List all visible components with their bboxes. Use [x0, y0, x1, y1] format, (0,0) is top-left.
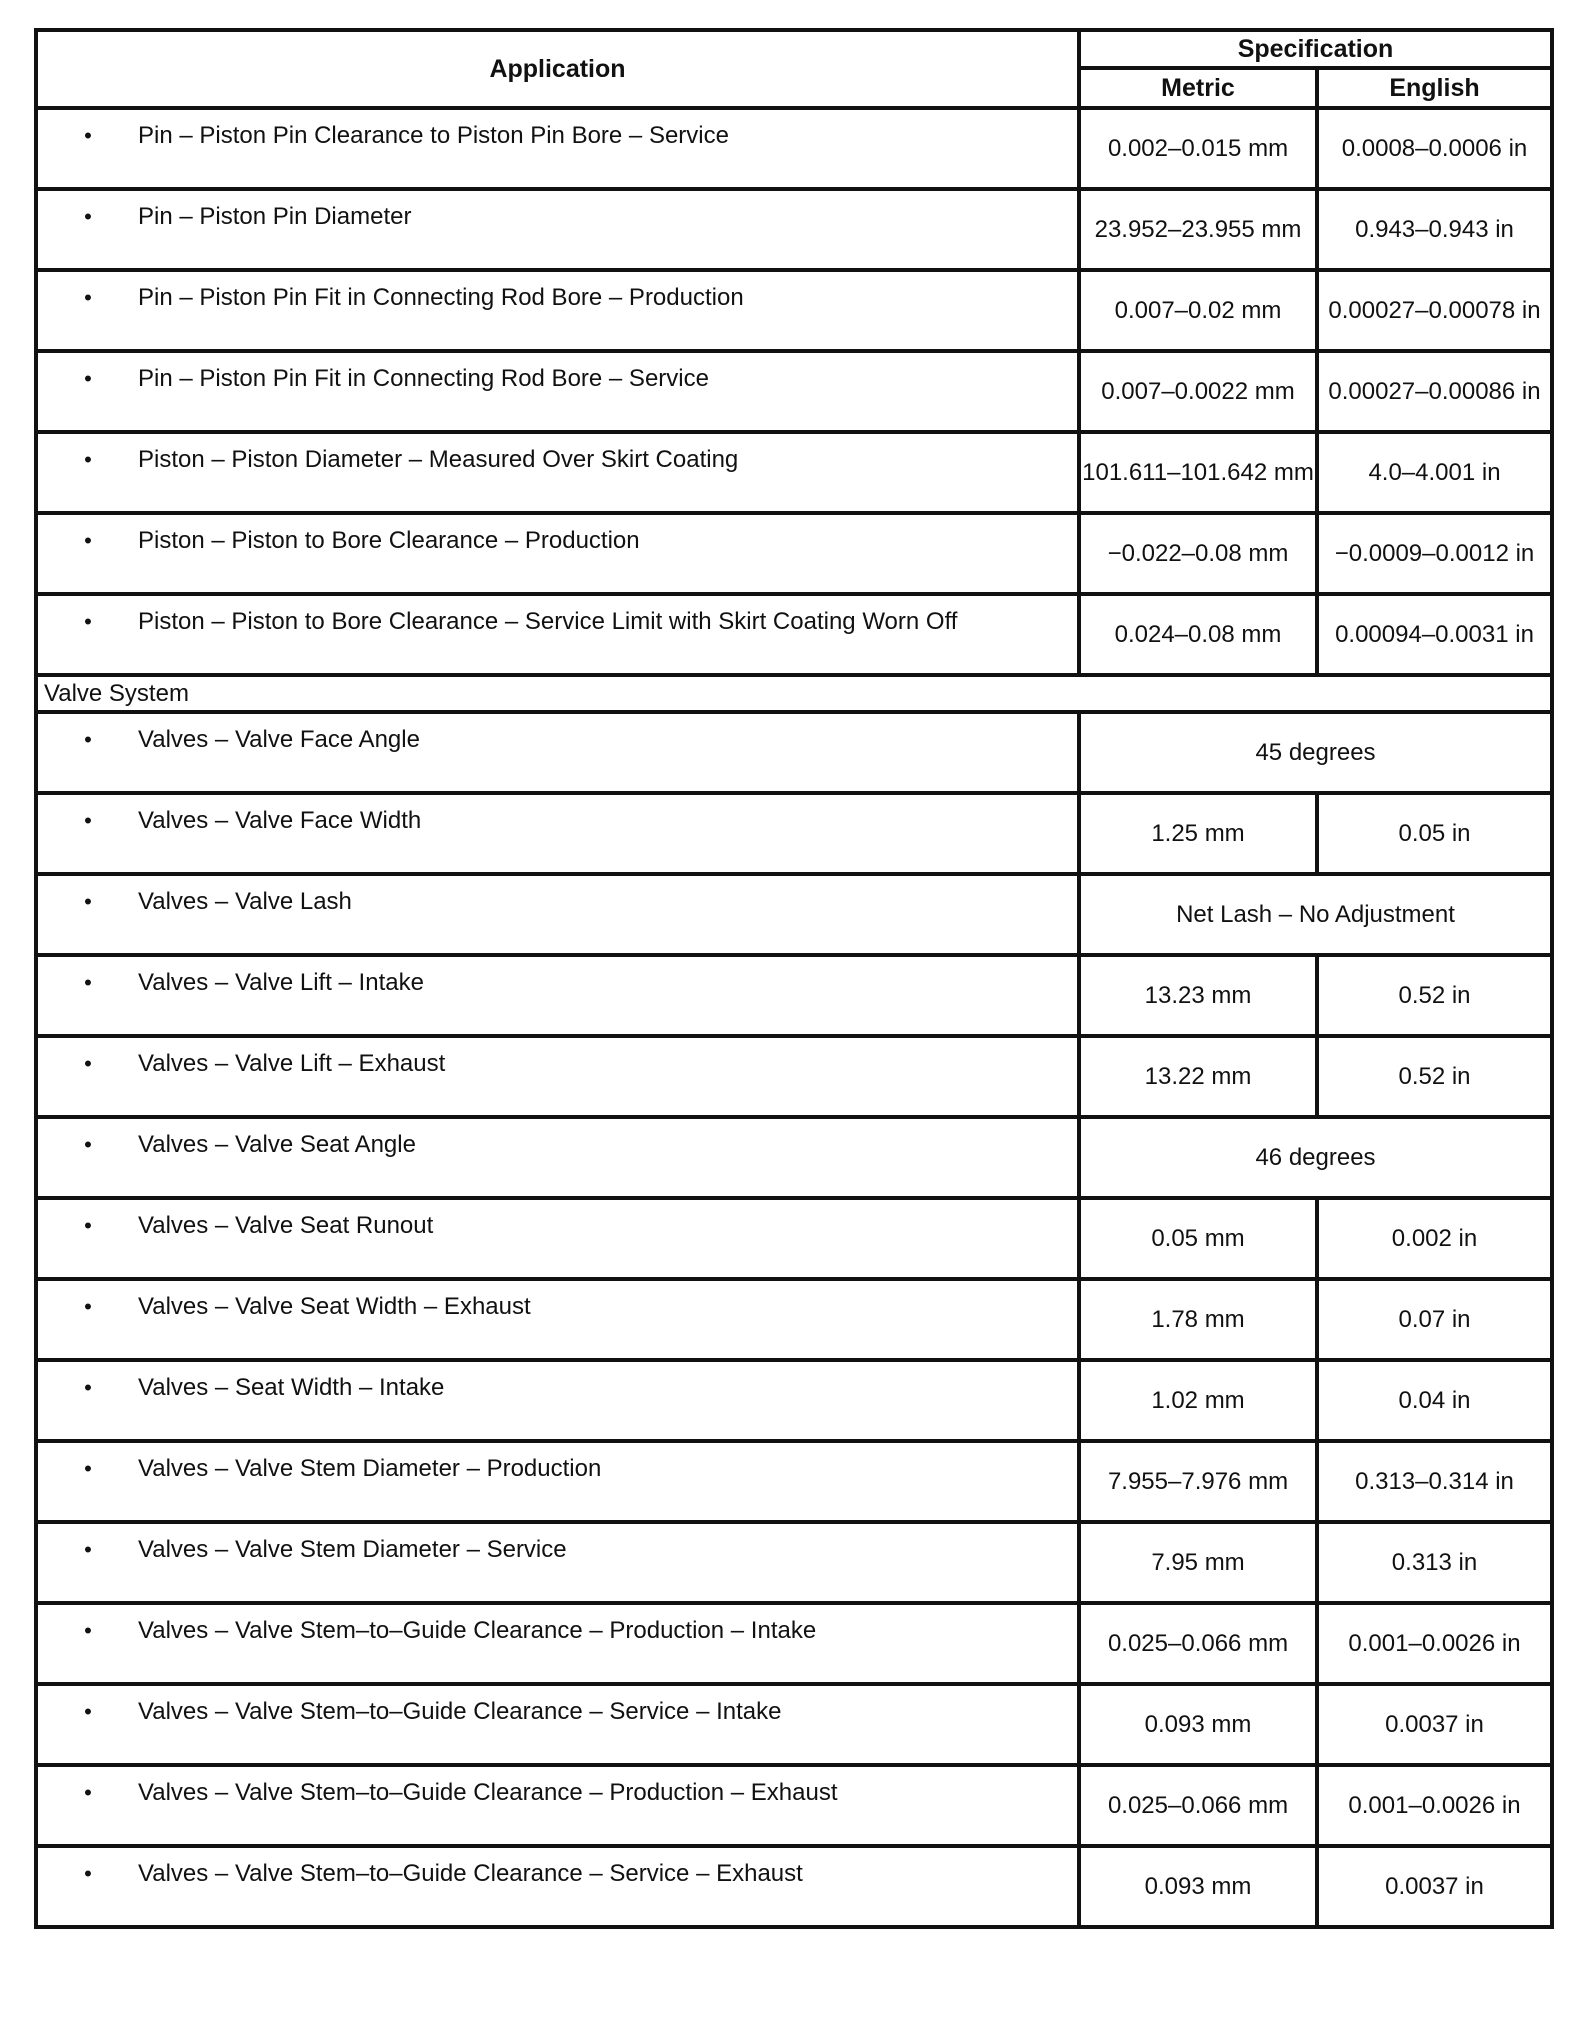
- english-value-cell: 0.07 in: [1317, 1279, 1552, 1360]
- application-cell: [36, 1279, 1079, 1360]
- table-row: [36, 108, 1552, 189]
- metric-value-cell: 0.007–0.0022 mm: [1079, 351, 1317, 432]
- english-value-cell: 4.0–4.001 in: [1317, 432, 1552, 513]
- application-text: Valves – Valve Stem–to–Guide Clearance – Production – Intake: [138, 1617, 817, 1644]
- application-cell: [36, 1522, 1079, 1603]
- application-text: Valves – Valve Seat Runout: [138, 1212, 434, 1239]
- table-row: [36, 1036, 1552, 1117]
- bullet-icon: •: [84, 1537, 92, 1562]
- application-cell: [36, 1441, 1079, 1522]
- application-cell: [36, 1360, 1079, 1441]
- table-row: [36, 1765, 1552, 1846]
- bullet-icon: •: [84, 1456, 92, 1481]
- application-text: Pin – Piston Pin Clearance to Piston Pin Bore – Service: [138, 122, 729, 149]
- application-cell: [36, 1036, 1079, 1117]
- bullet-icon: •: [84, 204, 92, 229]
- bullet-icon: •: [84, 808, 92, 833]
- metric-value-cell: 1.78 mm: [1079, 1279, 1317, 1360]
- application-text: Valves – Valve Seat Width – Exhaust: [138, 1293, 531, 1320]
- english-value-cell: −0.0009–0.0012 in: [1317, 513, 1552, 594]
- application-cell: [36, 1198, 1079, 1279]
- table-row: [36, 1522, 1552, 1603]
- application-text: Pin – Piston Pin Diameter: [138, 203, 412, 230]
- table-header: [36, 30, 1552, 108]
- metric-header: Metric: [1079, 68, 1317, 108]
- metric-value-cell: 0.093 mm: [1079, 1684, 1317, 1765]
- application-cell: [36, 955, 1079, 1036]
- bullet-icon: •: [84, 447, 92, 472]
- english-value-cell: 0.001–0.0026 in: [1317, 1603, 1552, 1684]
- metric-value-cell: 7.95 mm: [1079, 1522, 1317, 1603]
- metric-value-cell: 0.025–0.066 mm: [1079, 1603, 1317, 1684]
- table-row: [36, 270, 1552, 351]
- table-row: [36, 955, 1552, 1036]
- table-row: [36, 1360, 1552, 1441]
- metric-value-cell: 0.002–0.015 mm: [1079, 108, 1317, 189]
- application-cell: [36, 1117, 1079, 1198]
- application-text: Valves – Valve Lift – Exhaust: [138, 1050, 446, 1077]
- bullet-icon: •: [84, 609, 92, 634]
- bullet-icon: •: [84, 1051, 92, 1076]
- bullet-icon: •: [84, 285, 92, 310]
- metric-value-cell: 0.05 mm: [1079, 1198, 1317, 1279]
- table-row: [36, 1117, 1552, 1198]
- combined-value-cell: Net Lash – No Adjustment: [1079, 874, 1552, 955]
- english-value-cell: 0.313–0.314 in: [1317, 1441, 1552, 1522]
- application-cell: [36, 432, 1079, 513]
- english-value-cell: 0.002 in: [1317, 1198, 1552, 1279]
- application-text: Piston – Piston Diameter – Measured Over Skirt Coating: [138, 446, 739, 473]
- metric-value-cell: 0.024–0.08 mm: [1079, 594, 1317, 675]
- application-cell: [36, 270, 1079, 351]
- english-value-cell: 0.313 in: [1317, 1522, 1552, 1603]
- application-cell: [36, 189, 1079, 270]
- english-value-cell: 0.0037 in: [1317, 1684, 1552, 1765]
- application-cell: [36, 1765, 1079, 1846]
- bullet-icon: •: [84, 1132, 92, 1157]
- bullet-icon: •: [84, 1294, 92, 1319]
- metric-value-cell: 23.952–23.955 mm: [1079, 189, 1317, 270]
- metric-value-cell: 13.22 mm: [1079, 1036, 1317, 1117]
- application-text: Valves – Valve Stem–to–Guide Clearance – Service – Intake: [138, 1698, 782, 1725]
- bullet-icon: •: [84, 366, 92, 391]
- application-cell: [36, 108, 1079, 189]
- application-cell: [36, 712, 1079, 793]
- english-value-cell: 0.00027–0.00086 in: [1317, 351, 1552, 432]
- table-row: [36, 189, 1552, 270]
- metric-value-cell: 0.007–0.02 mm: [1079, 270, 1317, 351]
- application-text: Valves – Valve Lash: [138, 888, 352, 915]
- application-text: Piston – Piston to Bore Clearance – Production: [138, 527, 640, 554]
- table-row: [36, 874, 1552, 955]
- table-row: [36, 432, 1552, 513]
- specification-table: [34, 28, 1554, 1929]
- application-text: Valves – Valve Stem Diameter – Production: [138, 1455, 602, 1482]
- bullet-icon: •: [84, 1213, 92, 1238]
- application-cell: [36, 1603, 1079, 1684]
- table-row: [36, 1846, 1552, 1927]
- table-row: [36, 594, 1552, 675]
- application-text: Valves – Valve Stem–to–Guide Clearance – Service – Exhaust: [138, 1860, 803, 1887]
- application-text: Pin – Piston Pin Fit in Connecting Rod Bore – Service: [138, 365, 709, 392]
- bullet-icon: •: [84, 528, 92, 553]
- metric-value-cell: 0.025–0.066 mm: [1079, 1765, 1317, 1846]
- english-value-cell: 0.00027–0.00078 in: [1317, 270, 1552, 351]
- application-cell: [36, 793, 1079, 874]
- table-row: [36, 1684, 1552, 1765]
- table-row: [36, 1198, 1552, 1279]
- application-text: Valves – Valve Face Angle: [138, 726, 420, 753]
- application-text: Valves – Valve Face Width: [138, 807, 422, 834]
- english-value-cell: 0.52 in: [1317, 1036, 1552, 1117]
- english-header: English: [1317, 68, 1552, 108]
- application-text: Valves – Seat Width – Intake: [138, 1374, 445, 1401]
- application-header: Application: [36, 30, 1079, 108]
- bullet-icon: •: [84, 727, 92, 752]
- application-cell: [36, 513, 1079, 594]
- bullet-icon: •: [84, 1699, 92, 1724]
- table-row: [36, 513, 1552, 594]
- table-row: [36, 1279, 1552, 1360]
- bullet-icon: •: [84, 970, 92, 995]
- bullet-icon: •: [84, 123, 92, 148]
- application-text: Valves – Valve Seat Angle: [138, 1131, 416, 1158]
- bullet-icon: •: [84, 1375, 92, 1400]
- metric-value-cell: 7.955–7.976 mm: [1079, 1441, 1317, 1522]
- application-text: Piston – Piston to Bore Clearance – Service Limit with Skirt Coating Worn Off: [138, 608, 958, 635]
- combined-value-cell: 46 degrees: [1079, 1117, 1552, 1198]
- english-value-cell: 0.0037 in: [1317, 1846, 1552, 1927]
- application-cell: [36, 874, 1079, 955]
- english-value-cell: 0.001–0.0026 in: [1317, 1765, 1552, 1846]
- bullet-icon: •: [84, 1618, 92, 1643]
- section-row: [36, 675, 1552, 712]
- table-body: [36, 108, 1552, 1927]
- bullet-icon: •: [84, 1861, 92, 1886]
- metric-value-cell: 1.02 mm: [1079, 1360, 1317, 1441]
- application-text: Valves – Valve Stem–to–Guide Clearance – Production – Exhaust: [138, 1779, 838, 1806]
- metric-value-cell: 0.093 mm: [1079, 1846, 1317, 1927]
- metric-value-cell: 13.23 mm: [1079, 955, 1317, 1036]
- application-text: Valves – Valve Stem Diameter – Service: [138, 1536, 567, 1563]
- english-value-cell: 0.00094–0.0031 in: [1317, 594, 1552, 675]
- specification-header: Specification: [1079, 30, 1552, 68]
- bullet-icon: •: [84, 1780, 92, 1805]
- table-row: [36, 712, 1552, 793]
- table-row: [36, 1603, 1552, 1684]
- table-row: [36, 793, 1552, 874]
- metric-value-cell: −0.022–0.08 mm: [1079, 513, 1317, 594]
- application-cell: [36, 1684, 1079, 1765]
- application-text: Valves – Valve Lift – Intake: [138, 969, 424, 996]
- english-value-cell: 0.0008–0.0006 in: [1317, 108, 1552, 189]
- application-cell: [36, 1846, 1079, 1927]
- combined-value-cell: 45 degrees: [1079, 712, 1552, 793]
- table-row: [36, 1441, 1552, 1522]
- english-value-cell: 0.52 in: [1317, 955, 1552, 1036]
- bullet-icon: •: [84, 889, 92, 914]
- section-label: Valve System: [36, 675, 1552, 712]
- application-cell: [36, 351, 1079, 432]
- metric-value-cell: 1.25 mm: [1079, 793, 1317, 874]
- metric-value-cell: 101.611–101.642 mm: [1079, 432, 1317, 513]
- table-row: [36, 351, 1552, 432]
- application-cell: [36, 594, 1079, 675]
- english-value-cell: 0.943–0.943 in: [1317, 189, 1552, 270]
- application-text: Pin – Piston Pin Fit in Connecting Rod Bore – Production: [138, 284, 744, 311]
- english-value-cell: 0.05 in: [1317, 793, 1552, 874]
- english-value-cell: 0.04 in: [1317, 1360, 1552, 1441]
